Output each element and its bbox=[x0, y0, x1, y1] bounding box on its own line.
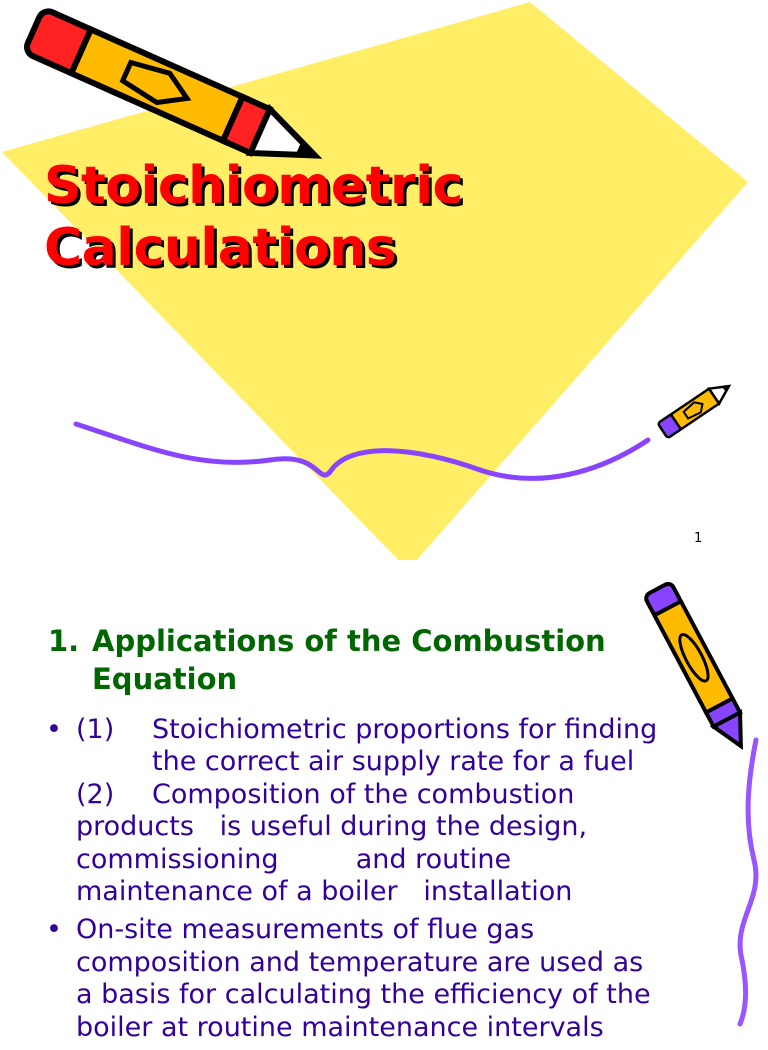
pencil-icon bbox=[12, 14, 342, 174]
point-2-line-2: products is useful during the design, bbox=[76, 811, 588, 843]
slide-heading bbox=[48, 622, 688, 698]
small-pencil-icon bbox=[652, 376, 738, 442]
slide-title bbox=[44, 155, 463, 279]
heading-line-1: Applications of the Combustion bbox=[92, 624, 606, 658]
bullet-item-1 bbox=[46, 714, 726, 908]
point-1-label: (1) bbox=[76, 714, 115, 745]
heading-line-2: Equation bbox=[92, 662, 238, 696]
bullet-2-line-3: a basis for calculating the efficiency of the bbox=[76, 979, 651, 1011]
bullet-2-line-2: composition and temperature are used as bbox=[76, 946, 644, 978]
heading-number: 1. bbox=[48, 624, 80, 658]
point-2-line-4: maintenance of a boiler installation bbox=[76, 876, 573, 908]
point-2-label: (2) bbox=[76, 778, 115, 810]
bullet-2-line-1: On-site measurements of flue gas bbox=[76, 914, 535, 946]
page-number: 1 bbox=[694, 531, 703, 546]
bullet-list bbox=[46, 714, 726, 1050]
point-2-line-1: Composition of the combustion bbox=[152, 778, 575, 810]
point-1-line-2: the correct air supply rate for a fuel bbox=[152, 746, 635, 778]
content-slide bbox=[0, 560, 768, 1043]
bullet-dot: • bbox=[46, 914, 62, 946]
point-2-line-3: commissioning and routine bbox=[76, 843, 512, 875]
title-line-1: Stoichiometric bbox=[44, 156, 463, 216]
point-1-line-1: Stoichiometric proportions for finding bbox=[152, 714, 658, 745]
title-line-2: Calculations bbox=[44, 218, 397, 278]
bullet-dot: • bbox=[46, 714, 62, 745]
bullet-2-line-4: boiler at routine maintenance intervals bbox=[76, 1011, 604, 1043]
bullet-item-2 bbox=[46, 914, 726, 1044]
side-wavy-line bbox=[728, 740, 768, 1024]
